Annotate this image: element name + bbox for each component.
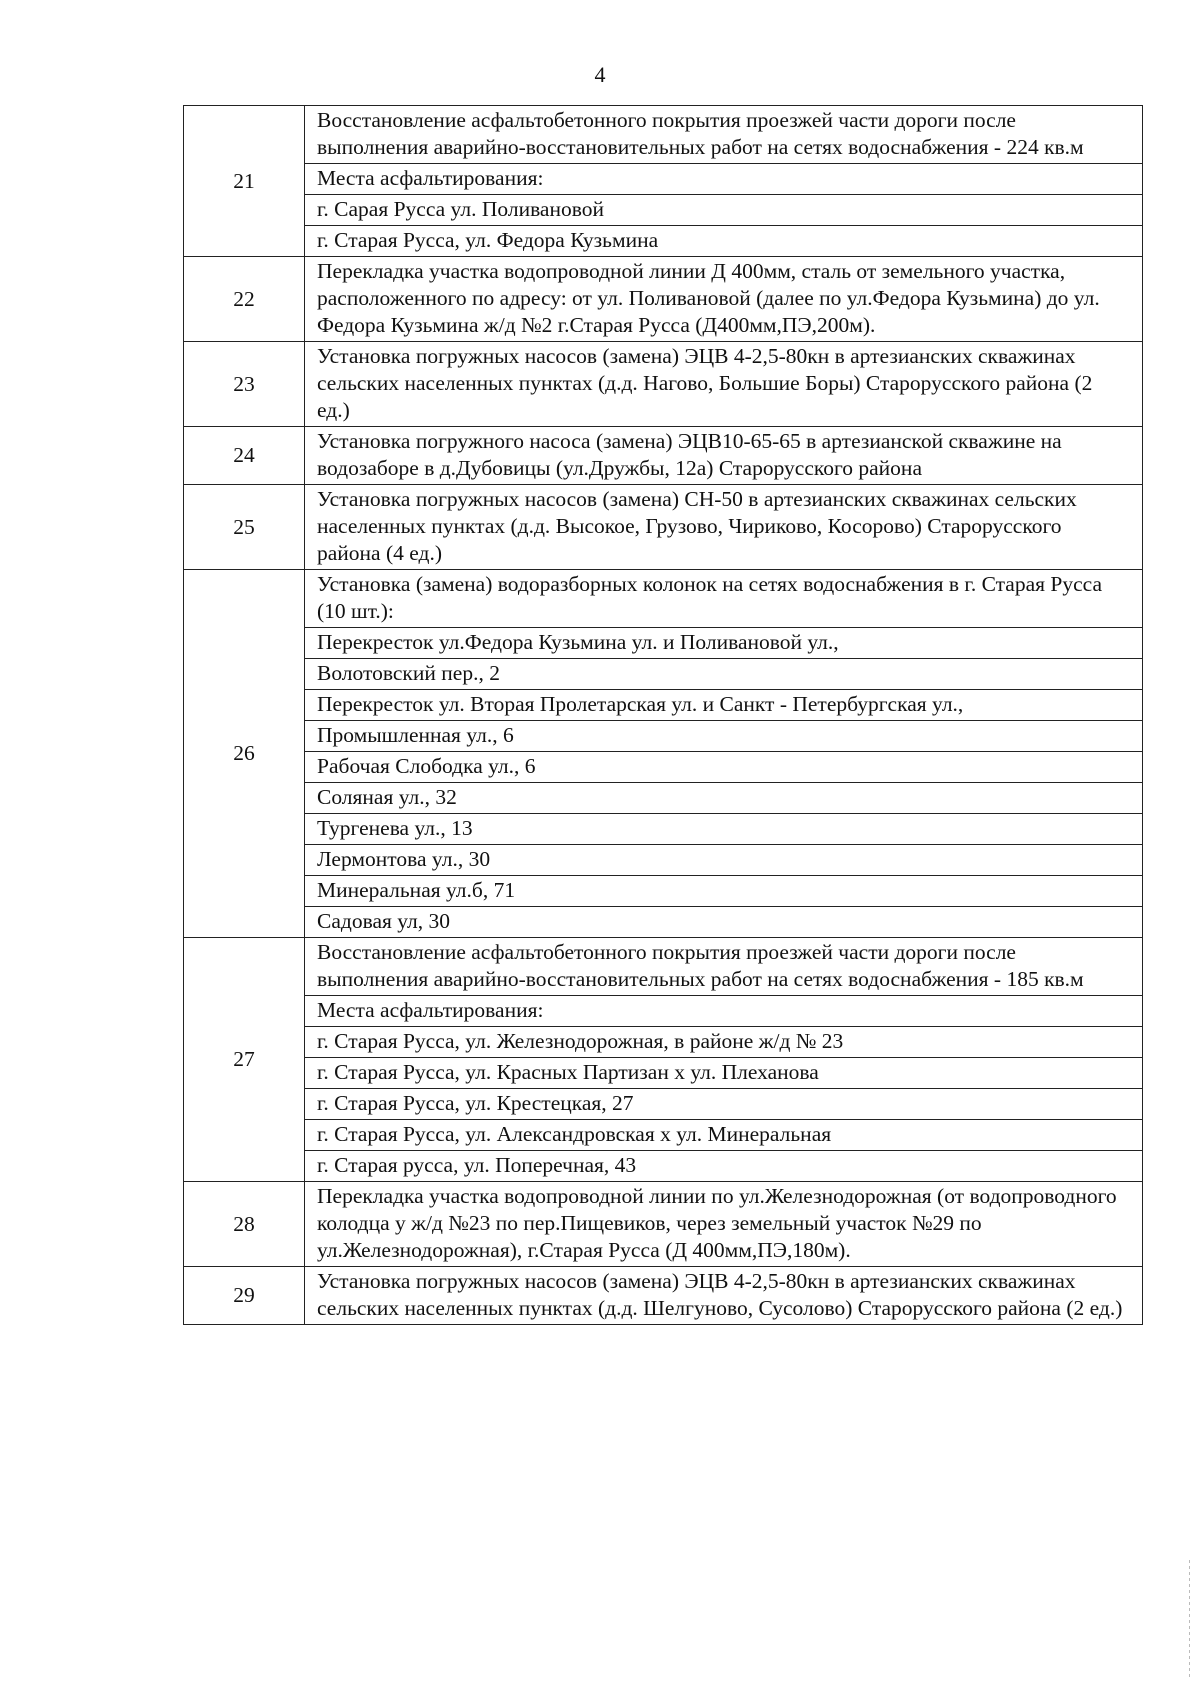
works-table bbox=[183, 105, 1143, 1325]
location-item: Соляная ул., 32 bbox=[305, 783, 1143, 814]
work-description: Установка погружных насосов (замена) СН-50 в артезианских скважинах сельских населенных пунктах (д.д. Высокое, Грузово, Чириково, Косорово) Старорусского района (4 ед.) bbox=[305, 485, 1143, 570]
location-item: Перекресток ул. Вторая Пролетарская ул. и Санкт - Петербургская ул., bbox=[305, 690, 1143, 721]
work-description: Установка погружных насосов (замена) ЭЦВ 4-2,5-80кн в артезианских скважинах сельских населенных пунктах (д.д. Нагово, Большие Боры) Старорусского района (2 ед.) bbox=[305, 342, 1143, 427]
work-description: Перекладка участка водопроводной линии Д 400мм, сталь от земельного участка, расположенного по адресу: от ул. Поливановой (далее по ул.Федора Кузьмина) до ул. Федора Кузьмина ж/д №2 г.Старая Русса (Д400мм,ПЭ,200м). bbox=[305, 257, 1143, 342]
table-subrow bbox=[184, 1089, 1143, 1120]
location-item: г. Старая русса, ул. Поперечная, 43 bbox=[305, 1151, 1143, 1182]
row-number: 24 bbox=[184, 427, 305, 485]
table-subrow bbox=[184, 690, 1143, 721]
location-item: Места асфальтирования: bbox=[305, 996, 1143, 1027]
work-description: Восстановление асфальтобетонного покрытия проезжей части дороги после выполнения аварийно-восстановительных работ на сетях водоснабжения - 224 кв.м bbox=[305, 106, 1143, 164]
table-subrow bbox=[184, 195, 1143, 226]
table-subrow bbox=[184, 721, 1143, 752]
table-subrow bbox=[184, 659, 1143, 690]
table-subrow bbox=[184, 876, 1143, 907]
location-item: Рабочая Слободка ул., 6 bbox=[305, 752, 1143, 783]
table-subrow bbox=[184, 907, 1143, 938]
table-subrow bbox=[184, 1151, 1143, 1182]
table-subrow bbox=[184, 783, 1143, 814]
table-subrow bbox=[184, 1120, 1143, 1151]
table-subrow bbox=[184, 752, 1143, 783]
row-number: 23 bbox=[184, 342, 305, 427]
table-row bbox=[184, 427, 1143, 485]
table-subrow bbox=[184, 814, 1143, 845]
location-item: г. Старая Русса, ул. Железнодорожная, в районе ж/д № 23 bbox=[305, 1027, 1143, 1058]
table-subrow bbox=[184, 996, 1143, 1027]
works-table-body bbox=[184, 106, 1143, 1325]
location-item: Места асфальтирования: bbox=[305, 164, 1143, 195]
table-row bbox=[184, 342, 1143, 427]
table-row bbox=[184, 938, 1143, 996]
row-number: 28 bbox=[184, 1182, 305, 1267]
location-item: г. Старая Русса, ул. Федора Кузьмина bbox=[305, 226, 1143, 257]
table-row bbox=[184, 485, 1143, 570]
row-number: 26 bbox=[184, 570, 305, 938]
location-item: Минеральная ул.б, 71 bbox=[305, 876, 1143, 907]
row-number: 27 bbox=[184, 938, 305, 1182]
location-item: Садовая ул, 30 bbox=[305, 907, 1143, 938]
page-number: 4 bbox=[594, 62, 606, 87]
table-subrow bbox=[184, 628, 1143, 659]
table-subrow bbox=[184, 164, 1143, 195]
location-item: Промышленная ул., 6 bbox=[305, 721, 1143, 752]
work-description: Установка (замена) водоразборных колонок на сетях водоснабжения в г. Старая Русса (10 шт.): bbox=[305, 570, 1143, 628]
location-item: Волотовский пер., 2 bbox=[305, 659, 1143, 690]
table-subrow bbox=[184, 845, 1143, 876]
table-subrow bbox=[184, 1058, 1143, 1089]
location-item: г. Сарая Русса ул. Поливановой bbox=[305, 195, 1143, 226]
table-subrow bbox=[184, 226, 1143, 257]
work-description: Установка погружного насоса (замена) ЭЦВ10-65-65 в артезианской скважине на водозаборе в д.Дубовицы (ул.Дружбы, 12а) Старорусского района bbox=[305, 427, 1143, 485]
table-row bbox=[184, 257, 1143, 342]
work-description: Установка погружных насосов (замена) ЭЦВ 4-2,5-80кн в артезианских скважинах сельских населенных пунктах (д.д. Шелгуново, Сусолово) Старорусского района (2 ед.) bbox=[305, 1267, 1143, 1325]
row-number: 21 bbox=[184, 106, 305, 257]
location-item: Перекресток ул.Федора Кузьмина ул. и Поливановой ул., bbox=[305, 628, 1143, 659]
row-number: 22 bbox=[184, 257, 305, 342]
location-item: Лермонтова ул., 30 bbox=[305, 845, 1143, 876]
scan-margin-mark bbox=[1189, 1560, 1190, 1680]
row-number: 25 bbox=[184, 485, 305, 570]
table-row bbox=[184, 570, 1143, 628]
location-item: г. Старая Русса, ул. Александровская х ул. Минеральная bbox=[305, 1120, 1143, 1151]
work-description: Перекладка участка водопроводной линии по ул.Железнодорожная (от водопроводного колодца у ж/д №23 по пер.Пищевиков, через земельный участок №29 по ул.Железнодорожная), г.Старая Русса (Д 400мм,ПЭ,180м). bbox=[305, 1182, 1143, 1267]
table-row bbox=[184, 1267, 1143, 1325]
table-row bbox=[184, 1182, 1143, 1267]
location-item: Тургенева ул., 13 bbox=[305, 814, 1143, 845]
location-item: г. Старая Русса, ул. Крестецкая, 27 bbox=[305, 1089, 1143, 1120]
location-item: г. Старая Русса, ул. Красных Партизан х ул. Плеханова bbox=[305, 1058, 1143, 1089]
work-description: Восстановление асфальтобетонного покрытия проезжей части дороги после выполнения аварийно-восстановительных работ на сетях водоснабжения - 185 кв.м bbox=[305, 938, 1143, 996]
table-row bbox=[184, 106, 1143, 164]
row-number: 29 bbox=[184, 1267, 305, 1325]
table-subrow bbox=[184, 1027, 1143, 1058]
